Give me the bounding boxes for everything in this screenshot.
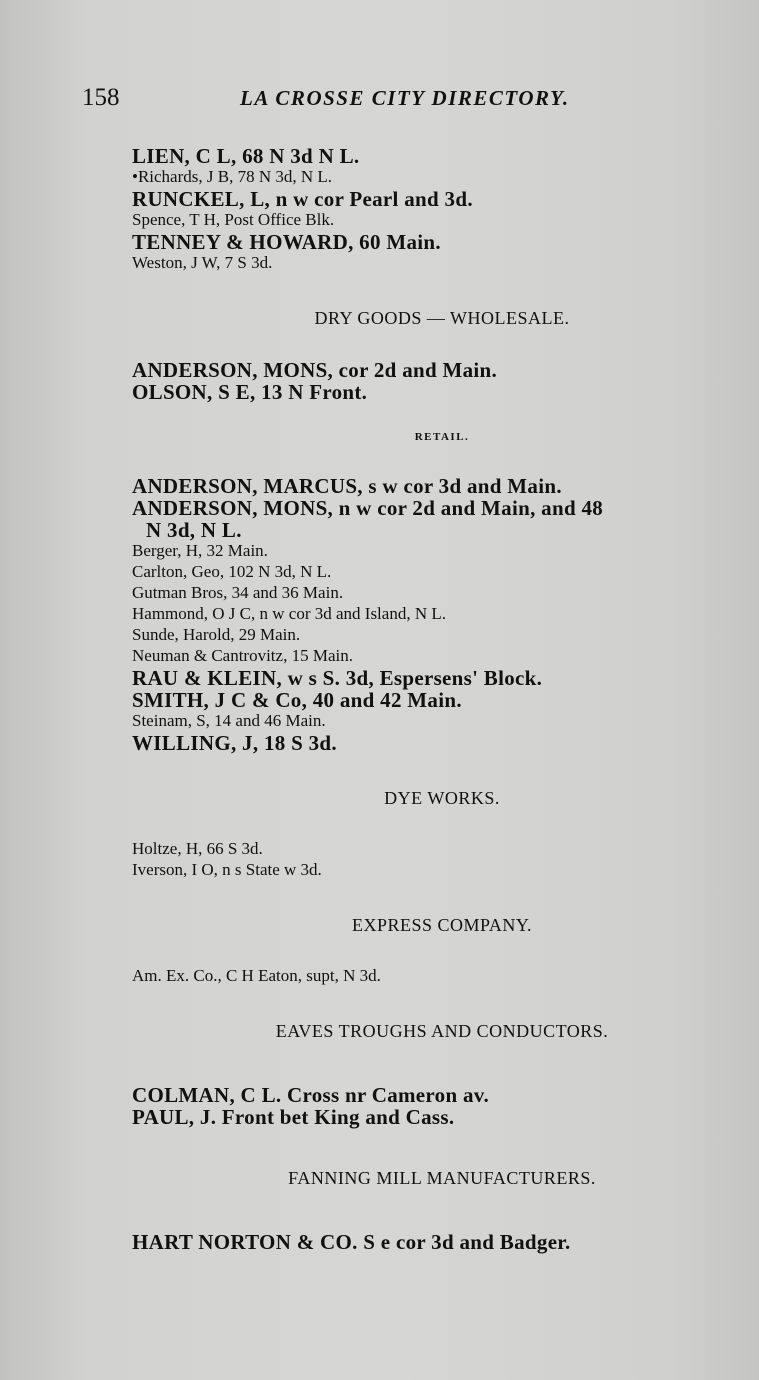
directory-entry: Weston, J W, 7 S 3d. <box>132 253 273 272</box>
entries-express <box>132 967 752 988</box>
section-heading-dry-goods: DRY GOODS — WHOLESALE. <box>314 308 570 328</box>
section-heading-dye-works: DYE WORKS. <box>384 788 500 808</box>
subheading-retail: RETAIL. <box>414 431 470 443</box>
directory-entry: PAUL, J. Front bet King and Cass. <box>132 1105 455 1129</box>
entries-top <box>132 146 752 275</box>
directory-entry: ANDERSON, MONS, cor 2d and Main. <box>132 358 498 382</box>
directory-listing <box>132 146 752 1254</box>
section-heading-express: EXPRESS COMPANY. <box>351 915 533 935</box>
directory-entry: Hammond, O J C, n w cor 3d and Island, N L. <box>132 604 446 623</box>
directory-entry: TENNEY & HOWARD, 60 Main. <box>132 230 441 254</box>
directory-entry: Am. Ex. Co., C H Eaton, supt, N 3d. <box>132 966 381 985</box>
directory-entry: RUNCKEL, L, n w cor Pearl and 3d. <box>132 187 473 211</box>
directory-entry: RAU & KLEIN, w s S. 3d, Espersens' Block. <box>132 666 543 690</box>
entries-dry-goods-wholesale <box>132 360 752 404</box>
directory-entry: OLSON, S E, 13 N Front. <box>132 380 368 404</box>
directory-entry: Spence, T H, Post Office Blk. <box>132 210 335 229</box>
directory-entry: HART NORTON & CO. S e cor 3d and Badger. <box>132 1230 571 1254</box>
directory-entry: Steinam, S, 14 and 46 Main. <box>132 711 326 730</box>
page-number: 158 <box>82 84 120 111</box>
directory-entry: Carlton, Geo, 102 N 3d, N L. <box>132 562 332 581</box>
page-header <box>82 84 622 118</box>
directory-entry: SMITH, J C & Co, 40 and 42 Main. <box>132 688 462 712</box>
entries-dry-goods-retail <box>132 476 752 755</box>
entries-eaves <box>132 1085 752 1129</box>
directory-entry: •Richards, J B, 78 N 3d, N L. <box>132 167 333 186</box>
directory-entry: Neuman & Cantrovitz, 15 Main. <box>132 646 353 665</box>
directory-entry: Iverson, I O, n s State w 3d. <box>132 860 322 879</box>
directory-entry: N 3d, N L. <box>146 518 242 542</box>
directory-entry: LIEN, C L, 68 N 3d N L. <box>132 144 360 168</box>
directory-entry: ANDERSON, MARCUS, s w cor 3d and Main. <box>132 474 562 498</box>
directory-entry: WILLING, J, 18 S 3d. <box>132 731 337 755</box>
entries-dye-works <box>132 840 752 882</box>
directory-entry: Holtze, H, 66 S 3d. <box>132 839 263 858</box>
section-heading-fanning: FANNING MILL MANUFACTURERS. <box>288 1168 596 1188</box>
directory-entry: ANDERSON, MONS, n w cor 2d and Main, and 48 <box>132 496 604 520</box>
directory-entry: Berger, H, 32 Main. <box>132 541 268 560</box>
section-heading-eaves: EAVES TROUGHS AND CONDUCTORS. <box>275 1021 609 1041</box>
directory-entry: COLMAN, C L. Cross nr Cameron av. <box>132 1083 489 1107</box>
running-title: LA CROSSE CITY DIRECTORY. <box>240 86 570 110</box>
directory-entry: Sunde, Harold, 29 Main. <box>132 625 301 644</box>
entries-fanning <box>132 1232 752 1254</box>
directory-entry: Gutman Bros, 34 and 36 Main. <box>132 583 344 602</box>
